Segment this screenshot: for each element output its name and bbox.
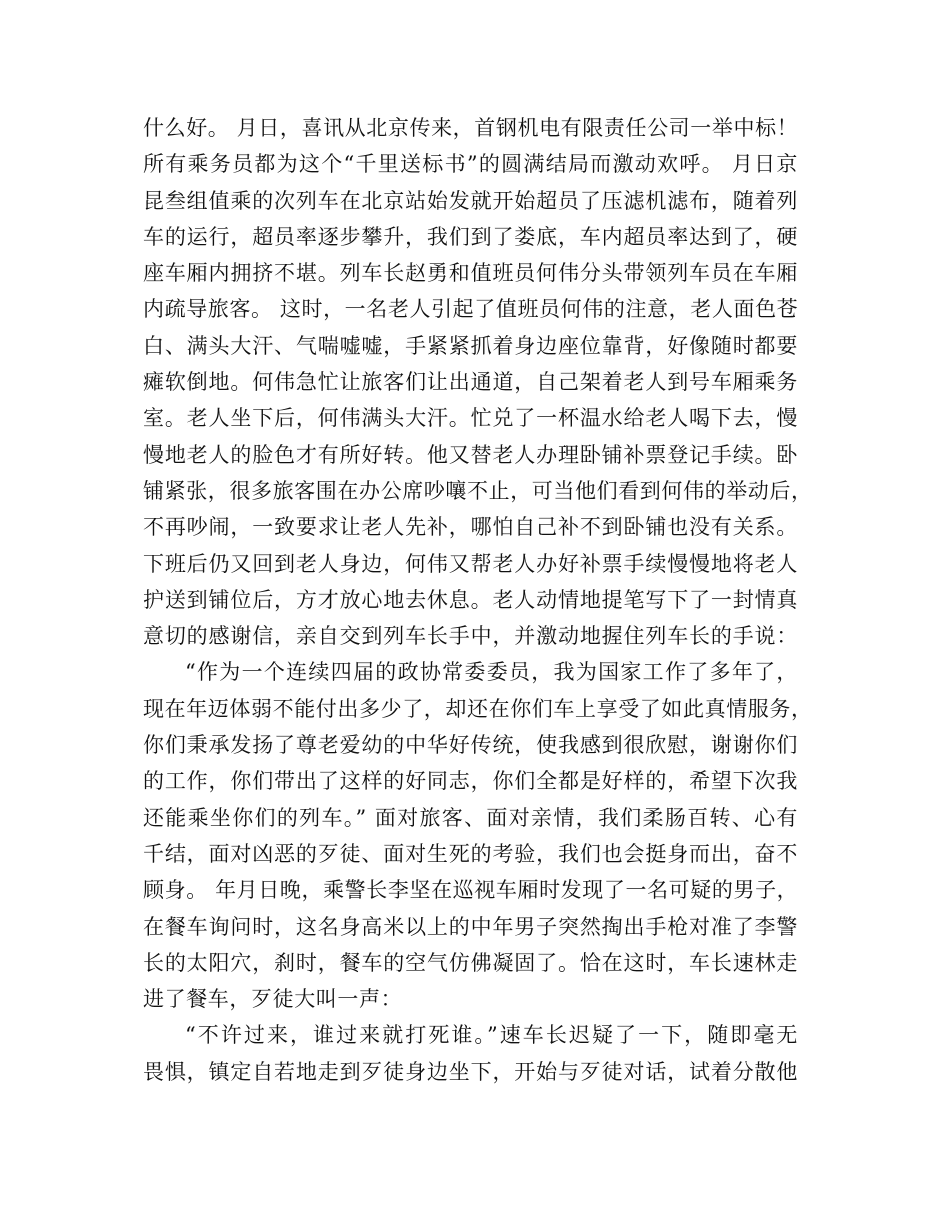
text-line: 下班后仍又回到老人身边，何伟又帮老人办好补票手续慢慢地将老人 <box>143 551 798 576</box>
text-line: 铺紧张，很多旅客围在办公席吵嚷不止，可当他们看到何伟的举动后， <box>143 478 813 503</box>
text-line: 长的太阳穴，刹时，餐车的空气仿佛凝固了。恰在这时，车长速林走 <box>143 950 798 975</box>
text-line: 不再吵闹，一致要求让老人先补，哪怕自己补不到卧铺也没有关系。 <box>143 515 798 540</box>
body-text <box>143 110 813 1090</box>
text-line: 意切的感谢信，亲自交到列车长手中，并激动地握住列车长的手说： <box>143 624 798 649</box>
text-line: 的工作，你们带出了这样的好同志，你们全都是好样的，希望下次我 <box>143 769 798 794</box>
text-line: “不许过来，谁过来就打死谁。”速车长迟疑了一下，随即毫无 <box>185 1023 798 1048</box>
text-line: 室。老人坐下后，何伟满头大汗。忙兑了一杯温水给老人喝下去，慢 <box>143 406 798 431</box>
text-line: 所有乘务员都为这个“千里送标书”的圆满结局而激动欢呼。 月日京 <box>143 152 798 177</box>
text-line: 什么好。 月日，喜讯从北京传来，首钢机电有限责任公司一举中标！ <box>143 116 799 140</box>
text-line: 在餐车询问时，这名身高米以上的中年男子突然掏出手枪对准了李警 <box>143 914 798 939</box>
text-line: 还能乘坐你们的列车。” 面对旅客、面对亲情，我们柔肠百转、心有 <box>143 805 798 830</box>
text-line: 进了餐车，歹徒大叫一声： <box>143 987 403 1012</box>
text-line: 畏惧，镇定自若地走到歹徒身边坐下，开始与歹徒对话，试着分散他 <box>143 1059 798 1084</box>
text-line: 白、满头大汗、气喘嘘嘘，手紧紧抓着身边座位靠背，好像随时都要 <box>143 333 798 358</box>
text-line: 车的运行，超员率逐步攀升，我们到了娄底，车内超员率达到了，硬 <box>143 224 798 249</box>
text-line: 你们秉承发扬了尊老爱幼的中华好传统，使我感到很欣慰，谢谢你们 <box>143 733 798 758</box>
text-line: 昆叁组值乘的次列车在北京站始发就开始超员了压滤机滤布，随着列 <box>143 188 798 213</box>
text-line: 座车厢内拥挤不堪。列车长赵勇和值班员何伟分头带领列车员在车厢 <box>143 261 798 286</box>
text-line: 护送到铺位后，方才放心地去休息。老人动情地提笔写下了一封情真 <box>143 587 798 612</box>
text-line: “作为一个连续四届的政协常委委员，我为国家工作了多年了， <box>185 660 798 685</box>
text-line: 千结，面对凶恶的歹徒、面对生死的考验，我们也会挺身而出，奋不 <box>143 841 798 866</box>
text-line: 顾身。 年月日晚，乘警长李坚在巡视车厢时发现了一名可疑的男子， <box>143 878 799 903</box>
text-line: 现在年迈体弱不能付出多少了，却还在你们车上享受了如此真情服务， <box>143 696 813 721</box>
text-line: 瘫软倒地。何伟急忙让旅客们让出通道，自己架着老人到号车厢乘务 <box>143 370 798 395</box>
text-line: 内疏导旅客。 这时，一名老人引起了值班员何伟的注意，老人面色苍 <box>143 297 799 322</box>
text-line: 慢地老人的脸色才有所好转。他又替老人办理卧铺补票登记手续。卧 <box>143 442 798 467</box>
